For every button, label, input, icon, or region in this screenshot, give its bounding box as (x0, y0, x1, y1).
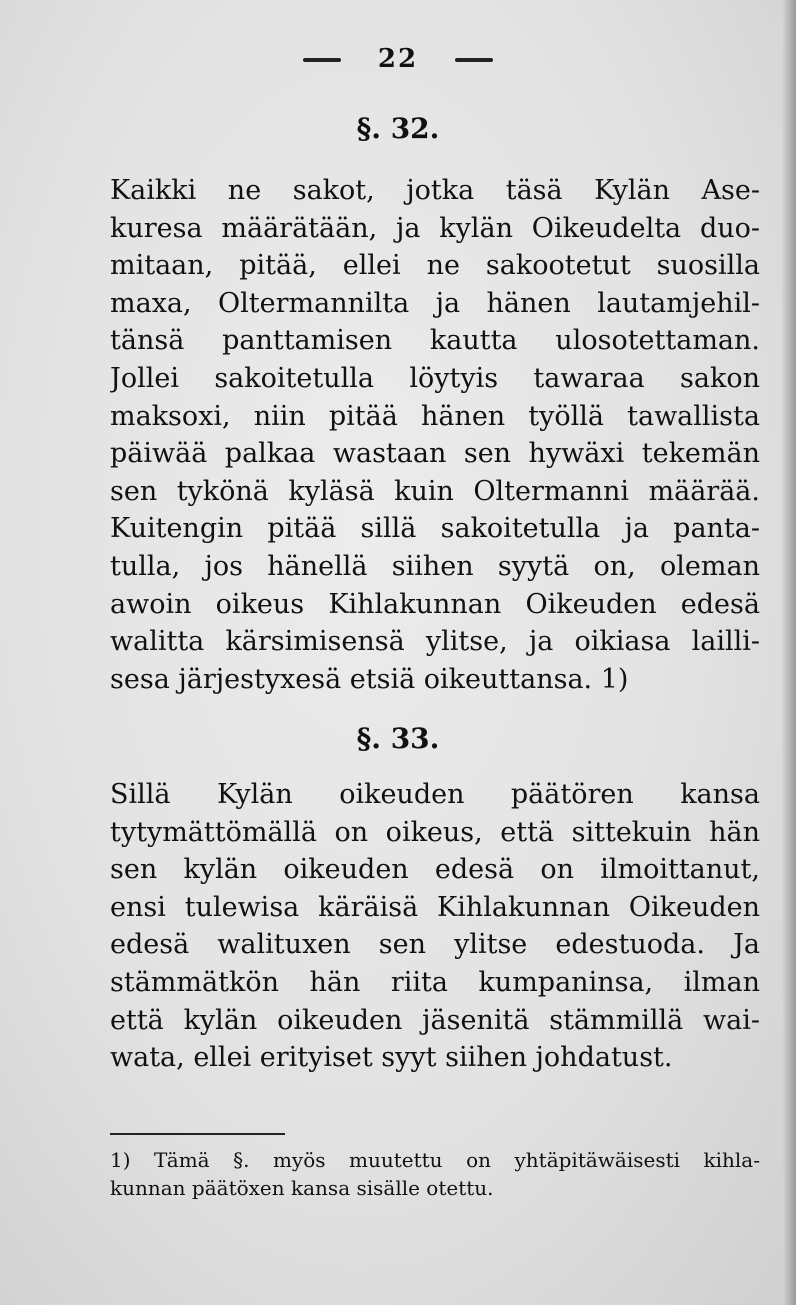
text-line: tulla, jos hänellä siihen syytä on, oleman (110, 550, 760, 582)
text-line: awoin oikeus Kihlakunnan Oikeuden edesä (110, 588, 760, 620)
text-line: sesa järjestyxesä etsiä oikeuttansa. 1) (110, 663, 629, 695)
left-ornament (303, 58, 341, 62)
right-ornament (455, 58, 493, 62)
page-header (0, 44, 796, 78)
text-line: sen tykönä kyläsä kuin Oltermanni määrää. (110, 475, 760, 507)
page-number: 22 (377, 44, 419, 74)
text-line: Jollei sakoitetulla löytyis tawaraa sakon (110, 362, 760, 394)
footnote-line: 1) Tämä §. myös muutettu on yhtäpitäwäisesti kihla- (110, 1148, 760, 1172)
section-33-body (110, 776, 760, 1077)
page-edge-shadow (782, 0, 796, 1305)
text-line: kuresa määrätään, ja kylän Oikeudelta duo- (110, 212, 760, 244)
text-line: stämmätkön hän riita kumpaninsa, ilman (110, 966, 760, 998)
text-line: maksoxi, niin pitää hänen työllä tawallista (110, 400, 760, 432)
section-33-title: §. 33. (356, 722, 440, 755)
text-line: wata, ellei erityiset syyt siihen johdatust. (110, 1042, 673, 1074)
text-line: ensi tulewisa käräisä Kihlakunnan Oikeuden (110, 891, 760, 923)
footnote-line: kunnan päätöxen kansa sisälle otettu. (110, 1176, 494, 1200)
text-line: walitta kärsimisensä ylitse, ja oikiasa lailli- (110, 626, 760, 658)
text-line: maxa, Oltermannilta ja hänen lautamjehil- (110, 287, 760, 319)
footnote-divider (110, 1133, 285, 1135)
text-line: Kaikki ne sakot, jotka täsä Kylän Ase- (110, 175, 760, 206)
section-32-title: §. 32. (356, 112, 440, 145)
text-line: Sillä Kylän oikeuden päätören kansa (110, 779, 760, 810)
footnote (110, 1146, 760, 1202)
text-line: sen kylän oikeuden edesä on ilmoittanut, (110, 854, 760, 886)
text-line: tytymättömällä on oikeus, että sittekuin hän (110, 816, 760, 848)
text-line: mitaan, pitää, ellei ne sakootetut suosilla (110, 250, 760, 282)
text-line: päiwää palkaa wastaan sen hywäxi tekemän (110, 438, 760, 470)
text-line: että kylän oikeuden jäsenitä stämmillä wai- (110, 1004, 760, 1036)
text-line: edesä walituxen sen ylitse edestuoda. Ja (110, 929, 760, 961)
section-32-body (110, 172, 760, 698)
text-line: Kuitengin pitää sillä sakoitetulla ja panta- (110, 513, 760, 545)
text-line: tänsä panttamisen kautta ulosotettaman. (110, 325, 760, 357)
